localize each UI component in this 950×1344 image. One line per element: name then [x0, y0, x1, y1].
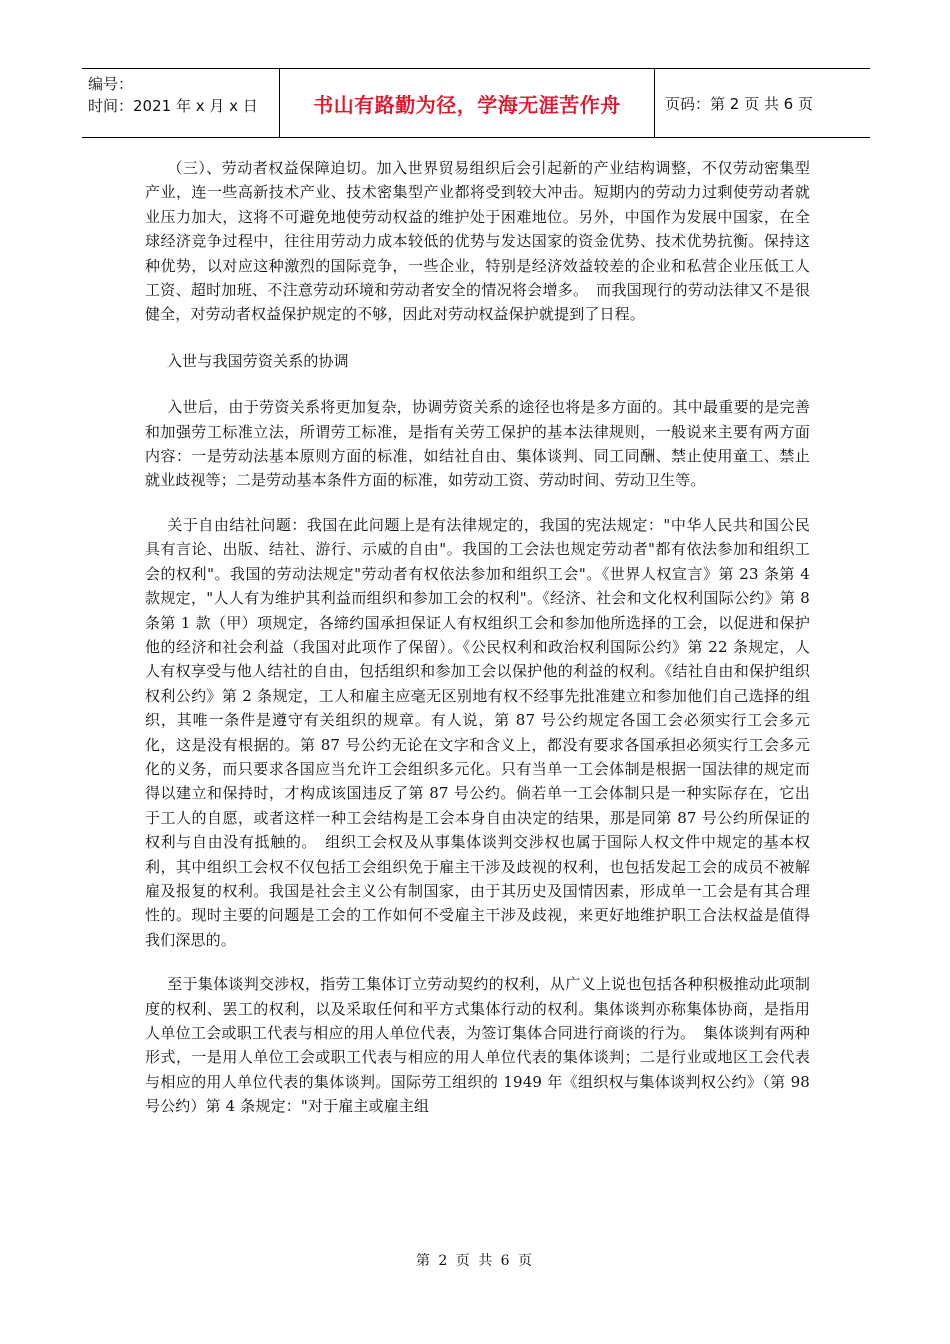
header-page-label: 页码：第 2 页 共 6 页	[665, 94, 813, 113]
paragraph: 至于集体谈判交涉权，指劳工集体订立劳动契约的权利，从广义上说也包括各种积极推动此项制度的权利、罢工的权利，以及采取任何和平方式集体行动的权利。集体谈判亦称集体协商，是指用人单位工会或职工代表与相应的用人单位代表，为签订集体合同进行商谈的行为。 集体谈判有两种形式，一是用人单位工会或职工代表与相应的用人单位代表的集体谈判；二是行业或地区工会代表与相应的用人单位代表的集体谈判。国际劳工组织的 1949 年《组织权与集体谈判权公约》（第 98 号公约）第 4 条规定："对于雇主或雇主组	[145, 975, 810, 1116]
paragraph: （三）、劳动者权益保障迫切。加入世界贸易组织后会引起新的产业结构调整，不仅劳动密集型产业，连一些高新技术产业、技术密集型产业都将受到较大冲击。短期内的劳动力过剩使劳动者就业压力加大，这将不可避免地使劳动权益的维护处于困难地位。另外，中国作为发展中国家，在全球经济竞争过程中，往往用劳动力成本较低的优势与发达国家的资金优势、技术优势抗衡。保持这种优势，以对应这种激烈的国际竞争，一些企业，特别是经济效益较差的企业和私营企业压低工人工资、超时加班、不注意劳动环境和劳动者安全的情况将会增多。 而我国现行的劳动法律又不是很健全，对劳动者权益保护规定的不够，因此对劳动权益保护就提到了日程。	[145, 159, 810, 324]
section-heading: 入世与我国劳资关系的协调	[167, 351, 349, 370]
paragraph: 入世后，由于劳资关系将更加复杂，协调劳资关系的途径也将是多方面的。其中最重要的是完善和加强劳工标准立法，所谓劳工标准，是指有关劳工保护的基本法律规则，一般说来主要有两方面内容：一是劳动法基本原则方面的标准，如结社自由、集体谈判、同工同酬、禁止使用童工、禁止就业歧视等；二是劳动基本条件方面的标准，如劳动工资、劳动时间、劳动卫生等。	[145, 398, 810, 490]
number-label: 编号：	[88, 75, 134, 93]
date-label: 时间：2021 年 x 月 x 日	[88, 97, 258, 115]
header-meta	[82, 69, 280, 137]
page-footer: 第 2 页 共 6 页	[415, 1253, 535, 1269]
document-body	[145, 156, 810, 1119]
header-motto: 书山有路勤为径，学海无涯苦作舟	[280, 69, 655, 137]
page-header	[82, 68, 870, 138]
paragraph: 关于自由结社问题：我国在此问题上是有法律规定的，我国的宪法规定："中华人民共和国公民具有言论、出版、结社、游行、示威的自由"。我国的工会法也规定劳动者"都有依法参加和组织工会的权利"。我国的劳动法规定"劳动者有权依法参加和组织工会"。《世界人权宣言》第 23 条第 4 款规定，"人人有为维护其利益而组织和参加工会的权利"。《经济、社会和文化权利国际公约》第 8 条第 1 款（甲）项规定，各缔约国承担保证人有权组织工会和参加他所选择的工会，以促进和保护他的经济和社会利益（我国对此项作了保留）。《公民权利和政治权利国际公约》第 22 条规定，人人有权享受与他人结社的自由，包括组织和参加工会以保护他的利益的权利。《结社自由和保护组织权利公约》第 2 条规定，工人和雇主应毫无区别地有权不经事先批准建立和参加他们自己选择的组织，其唯一条件是遵守有关组织的规章。有人说，第 87 号公约规定各国工会必须实行工会多元化，这是没有根据的。第 87 号公约无论在文字和含义上，都没有要求各国承担必须实行工会多元化的义务，而只要求各国应当允许工会组织多元化。只有当单一工会体制是根据一国法律的规定而得以建立和保持时，才构成该国违反了第 87 号公约。倘若单一工会体制只是一种实际存在，它出于工人的自愿，或者这样一种工会结构是工会本身自由决定的结果，那是同第 87 号公约所保证的权利与自由没有抵触的。 组织工会权及从事集体谈判交涉权也属于国际人权文件中规定的基本权利，其中组织工会权不仅包括工会组织免于雇主干涉及歧视的权利，也包括发起工会的成员不被解雇及报复的权利。我国是社会主义公有制国家，由于其历史及国情因素，形成单一工会是有其合理性的。现时主要的问题是工会的工作如何不受雇主干涉及歧视，来更好地维护职工合法权益是值得我们深思的。	[145, 515, 810, 949]
